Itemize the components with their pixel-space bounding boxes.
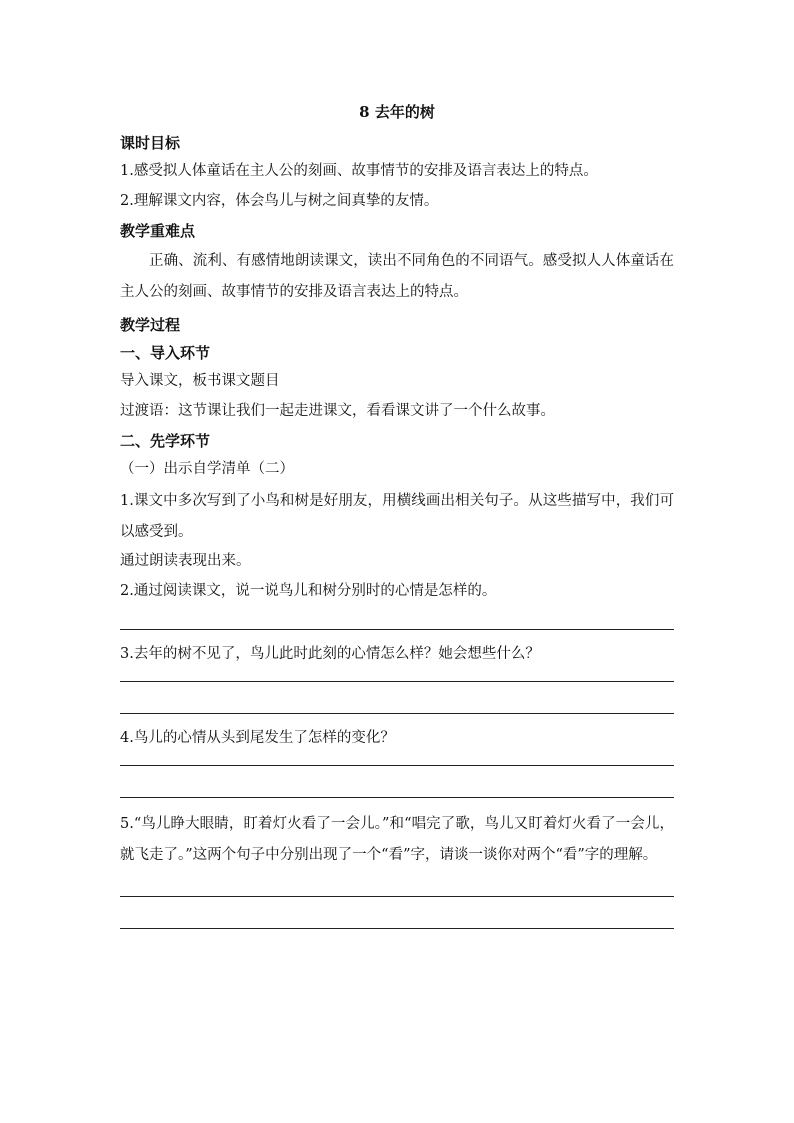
goal-item-2: 2.理解课文内容，体会鸟儿与树之间真挚的友情。 <box>120 193 439 209</box>
checklist-subheading: （一）出示自学清单（二） <box>120 461 294 477</box>
answer-line <box>120 897 674 929</box>
process-heading: 教学过程 <box>120 316 181 334</box>
goal-item-1: 1.感受拟人体童话在主人公的刻画、故事情节的安排及语言表达上的特点。 <box>120 163 598 179</box>
question-1: 1.课文中多次写到了小鸟和树是好朋友，用横线画出相关句子。从这些描写中，我们可以感受到。 <box>120 493 674 540</box>
answer-line <box>120 682 674 714</box>
answer-line <box>120 755 674 766</box>
question-2: 2.通过阅读课文，说一说鸟儿和树分别时的心情是怎样的。 <box>120 583 497 599</box>
spacer <box>120 630 674 641</box>
spacer <box>120 714 674 725</box>
question-3: 3.去年的树不见了，鸟儿此时此刻的心情怎么样？她会想些什么？ <box>120 646 540 662</box>
goals-heading: 课时目标 <box>120 134 181 152</box>
question-4: 4.鸟儿的心情从头到尾发生了怎样的变化？ <box>120 730 395 746</box>
difficulty-heading: 教学重难点 <box>120 222 196 240</box>
section1-heading: 一、导入环节 <box>120 344 211 362</box>
difficulty-text: 正确、流利、有感情地朗读课文，读出不同角色的不同语气。感受拟人人体童话在主人公的刻画、故事情节的安排及语言表达上的特点。 <box>120 253 674 300</box>
spacer <box>120 798 674 809</box>
section2-heading: 二、先学环节 <box>120 432 211 450</box>
worksheet-page <box>120 100 674 929</box>
section1-line-1: 导入课文，板书课文题目 <box>120 373 280 389</box>
page-title: 8 去年的树 <box>359 103 435 121</box>
question-1-followup: 通过朗读表现出来。 <box>120 553 251 569</box>
answer-line <box>120 871 674 897</box>
question-5: 5.“鸟儿睁大眼睛，盯着灯火看了一会儿。”和“唱完了歌，鸟儿又盯着灯火看了一会儿，就飞走了。”这两个句子中分别出现了一个“看”字，请谈一谈你对两个“看”字的理解。 <box>120 816 674 863</box>
answer-line <box>120 608 674 630</box>
answer-line <box>120 766 674 798</box>
answer-line <box>120 671 674 682</box>
section1-line-2: 过渡语：这节课让我们一起走进课文，看看课文讲了一个什么故事。 <box>120 403 555 419</box>
